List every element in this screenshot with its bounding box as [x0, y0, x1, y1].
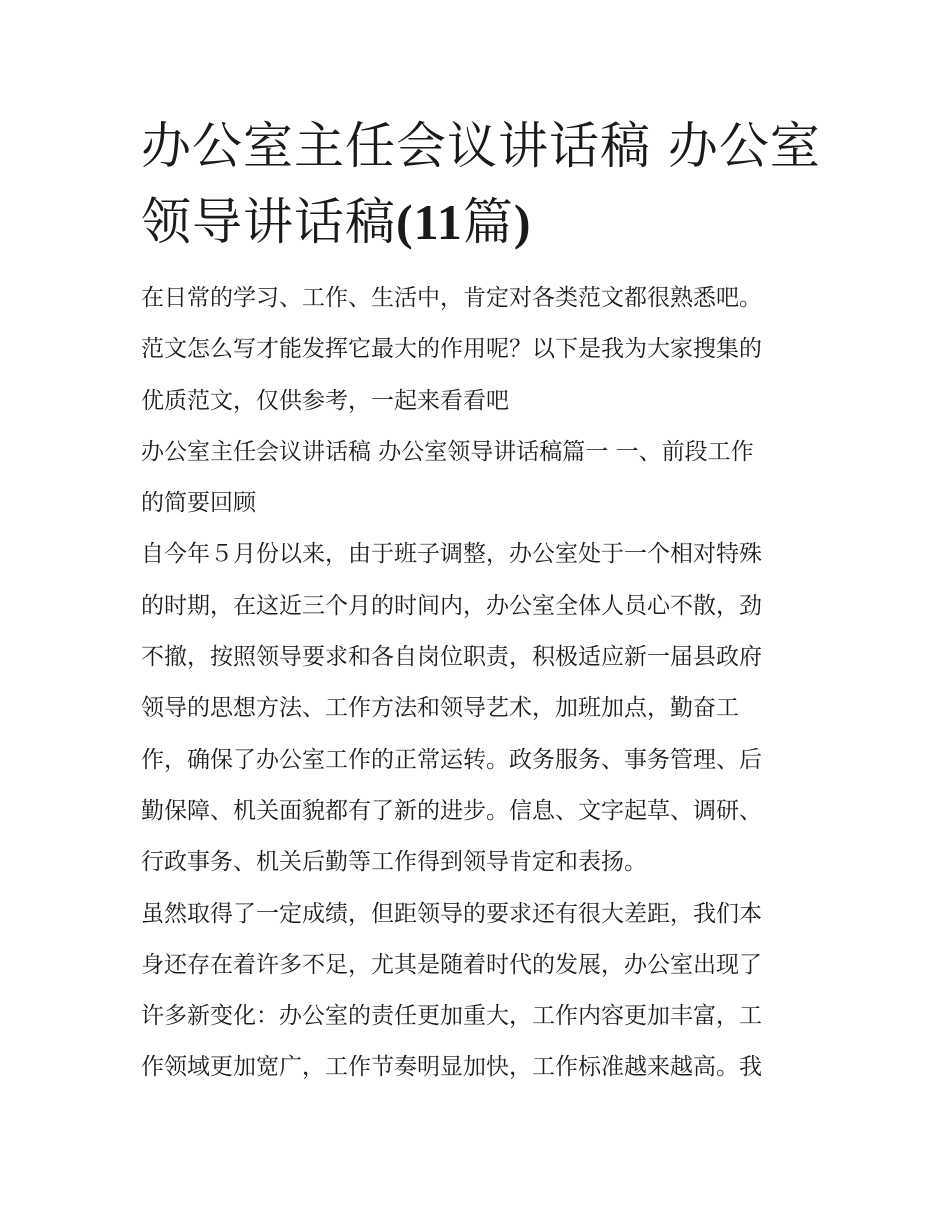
paragraph-line: 领导的思想方法、工作方法和领导艺术，加班加点，勤奋工: [141, 695, 739, 722]
paragraph-line: 的时期，在这近三个月的时间内，办公室全体人员心不散，劲: [141, 592, 762, 619]
paragraph-line: 在日常的学习、工作、生活中，肯定对各类范文都很熟悉吧。: [141, 285, 762, 311]
title-line-2-text: 领导讲话稿: [141, 193, 396, 251]
paragraph-line: 自今年５月份以来，由于班子调整，办公室处于一个相对特殊: [141, 541, 762, 568]
paragraph-line: 作，确保了办公室工作的正常运转。政务服务、事务管理、后: [141, 746, 762, 773]
paragraph-line: 虽然取得了一定成绩，但距领导的要求还有很大差距，我们本: [141, 900, 762, 927]
title-count-close: ): [513, 194, 532, 250]
paragraph-line: 办公室主任会议讲话稿 办公室领导讲话稿篇一 一、前段工作: [141, 438, 754, 465]
paragraph-review: [141, 529, 813, 888]
paragraph-shortcomings: [141, 889, 813, 1094]
title-line-1: 办公室主任会议讲话稿 办公室: [141, 117, 821, 175]
paragraph-line: 范文怎么写才能发挥它最大的作用呢？以下是我为大家搜集的: [141, 336, 762, 363]
paragraph-line: 行政事务、机关后勤等工作得到领导肯定和表扬。: [141, 849, 647, 876]
title-count-unit: 篇: [462, 193, 514, 251]
paragraph-line: 作领域更加宽广，工作节奏明显加快，工作标准越来越高。我: [141, 1054, 762, 1081]
title-count-open: (11: [396, 194, 463, 250]
paragraph-line: 许多新变化：办公室的责任更加重大，工作内容更加丰富，工: [141, 1003, 762, 1030]
document-title: [141, 108, 821, 260]
title-line-2: [141, 184, 813, 260]
paragraph-line: 身还存在着许多不足，尤其是随着时代的发展，办公室出现了: [141, 951, 762, 978]
paragraph-line: 勤保障、机关面貌都有了新的进步。信息、文字起草、调研、: [141, 797, 762, 824]
paragraph-section-heading: [141, 427, 813, 530]
paragraph-line: 不撤，按照领导要求和各自岗位职责，积极适应新一届县政府: [141, 644, 762, 671]
document-content: [141, 108, 821, 1094]
paragraph-line: 优质范文，仅供参考，一起来看看吧: [141, 387, 509, 414]
document-body: [141, 273, 813, 1094]
paragraph-intro: [141, 273, 813, 427]
paragraph-line: 的简要回顾: [141, 490, 256, 517]
